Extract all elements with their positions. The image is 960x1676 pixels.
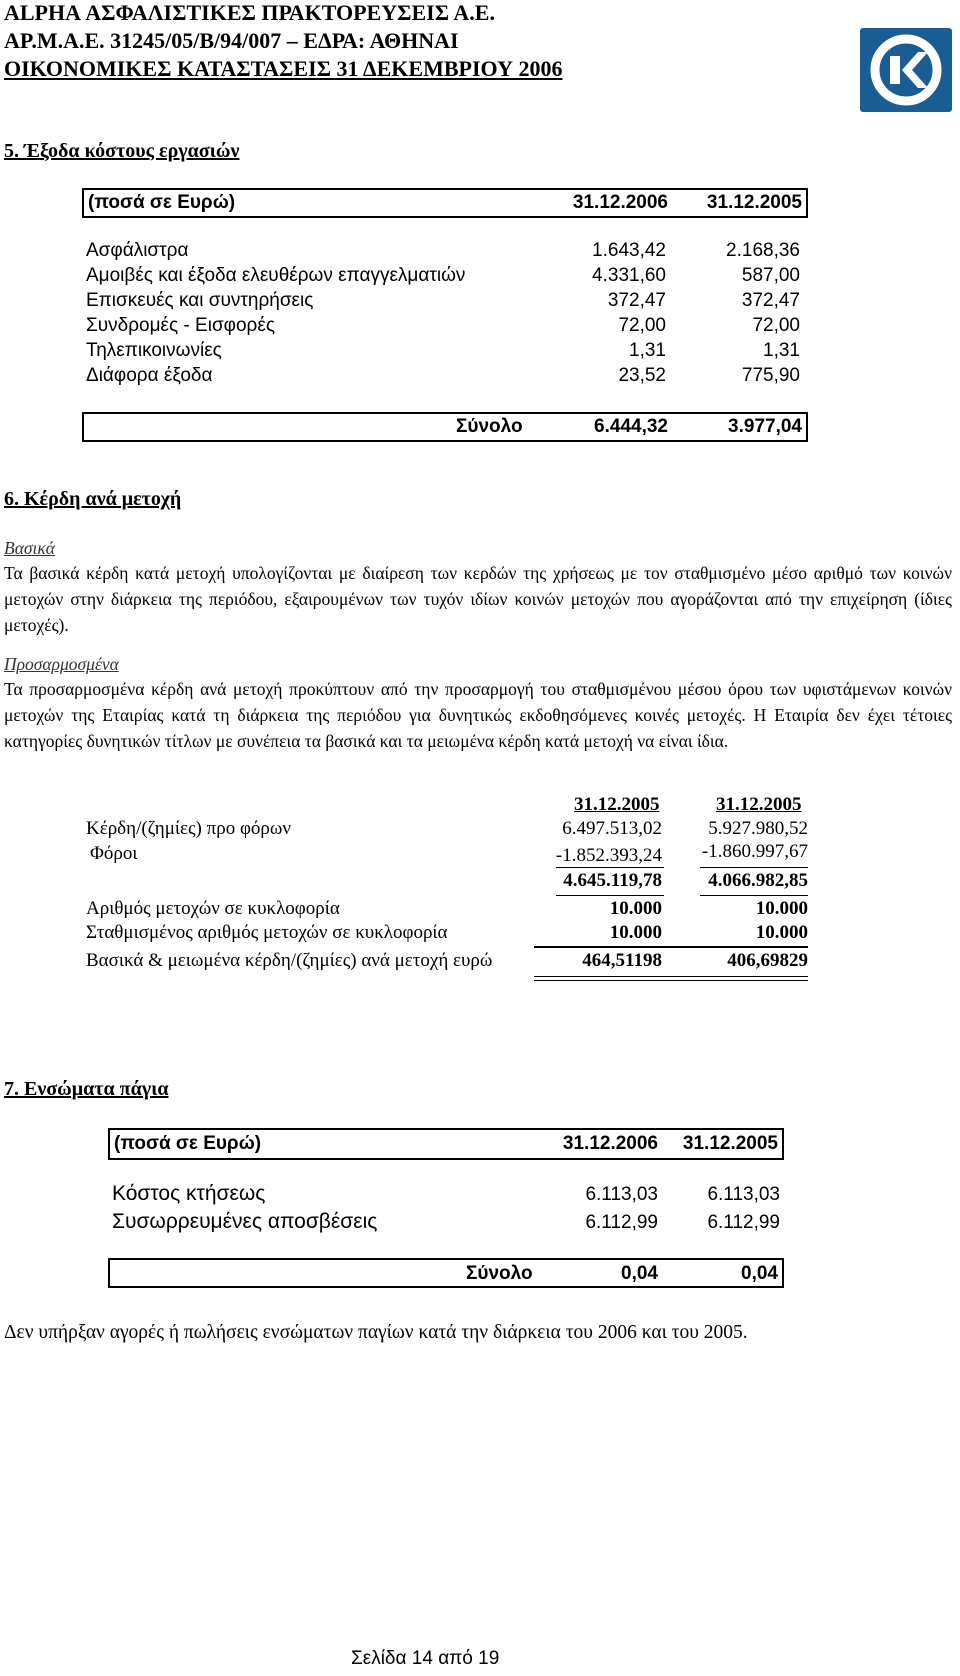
section-5-total-box [82,412,808,442]
row-value-2006: 23,52 [618,365,666,386]
weighted-shares-value-1: 10.000 [609,922,662,943]
row-label: Διάφορα έξοδα [86,365,213,386]
net-value-2: 4.066.982,85 [708,870,808,891]
row-label: Επισκευές και συντηρήσεις [86,290,314,311]
section-7-col2-header: 31.12.2005 [682,1133,778,1154]
row-label: Τηλεπικοινωνίες [86,340,222,361]
shares-value-2: 10.000 [755,898,808,919]
section-5-title: 5. Έξοδα κόστους εργασιών [4,140,240,162]
subtotal-rule-2 [700,867,808,868]
section-7-header-box [108,1128,784,1160]
tax-label: Φόροι [90,843,138,864]
company-registration: ΑΡ.Μ.Α.Ε. 31245/05/Β/94/007 – ΕΔΡΑ: ΑΘΗΝΑΙ [4,28,459,53]
table-row [86,240,806,266]
shares-value-1: 10.000 [609,898,662,919]
row-value-2005: 587,00 [741,265,800,286]
section-7-col1-header: 31.12.2006 [562,1133,658,1154]
cost-value-2006: 6.113,03 [585,1184,658,1205]
company-name: ALPHA ΑΣΦΑΛΙΣΤΙΚΕΣ ΠΡΑΚΤΟΡΕΥΣΕΙΣ Α.Ε. [4,0,495,25]
weighted-shares-value-2: 10.000 [755,922,808,943]
pretax-label: Κέρδη/(ζημίες) προ φόρων [86,818,291,839]
row-value-2006: 72,00 [618,315,666,336]
row-value-2006: 372,47 [607,290,666,311]
table-row [86,265,806,291]
eps-value-2: 406,69829 [727,950,808,971]
tax-value-2: -1.860.997,67 [701,841,808,862]
table-row [86,365,806,391]
page-number: Σελίδα 14 από 19 [351,1648,500,1669]
adjusted-heading: Προσαρμοσμένα [4,654,119,674]
basic-paragraph: Τα βασικά κέρδη κατά μετοχή υπολογίζονται με διαίρεση των κερδών της χρήσεως με τον σταθμισμένο μέσο αριθμό των κοινών μετοχών στην διάρκεια της περιόδου, εξαιρουμένων των τυχόν ιδίων κοινών μετοχών που αγοράζονται από την επιχείρηση (ίδιες μετοχές). [4,563,952,635]
net-rule-2 [700,895,808,896]
row-label: Ασφάλιστρα [86,240,189,261]
section-5-header-box [82,188,808,218]
basic-heading: Βασικά [4,538,55,558]
cost-label: Κόστος κτήσεως [112,1182,266,1205]
row-value-2006: 1,31 [629,340,666,361]
row-value-2006: 1.643,42 [592,240,666,261]
depreciation-label: Συσωρρευμένες αποσβέσεις [112,1210,378,1233]
pretax-value-2: 5.927.980,52 [708,818,808,839]
alpha-bank-logo-icon [860,28,952,112]
section-7-title: 7. Ενσώματα πάγια [4,1078,169,1100]
row-value-2005: 1,31 [763,340,800,361]
net-rule-1 [556,895,664,896]
section-5-unit-label: (ποσά σε Ευρώ) [88,192,236,213]
table-row [86,340,806,366]
section-5-total-2006: 6.444,32 [594,416,668,437]
shares-label: Αριθμός μετοχών σε κυκλοφορία [86,898,340,919]
net-value-1: 4.645.119,78 [563,870,662,891]
section-7-total-box [108,1258,784,1288]
row-value-2006: 4.331,60 [592,265,666,286]
section-5-col1-header: 31.12.2006 [572,192,668,213]
eps-col2-header: 31.12.2005 [716,794,802,815]
section-7-unit-label: (ποσά σε Ευρώ) [114,1133,262,1154]
depreciation-value-2005: 6.112,99 [707,1212,780,1233]
eps-col1-header: 31.12.2005 [574,794,660,815]
eps-label: Βασικά & μειωμένα κέρδη/(ζημίες) ανά μετοχή ευρώ [86,950,493,971]
statements-title: ΟΙΚΟΝΟΜΙΚΕΣ ΚΑΤΑΣΤΑΣΕΙΣ 31 ΔΕΚΕΜΒΡΙΟΥ 2006 [4,56,563,81]
eps-top-rule [534,946,808,948]
depreciation-value-2006: 6.112,99 [585,1212,658,1233]
cost-value-2005: 6.113,03 [707,1184,780,1205]
adjusted-paragraph: Τα προσαρμοσμένα κέρδη ανά μετοχή προκύπτουν από την προσαρμογή του σταθμισμένου μέσου όρου των υφιστάμενων κοινών μετοχών της Εταιρίας κατά τη διάρκεια της περιόδου για δυνητικώς εκδοθησόμενες κοινές μετοχές. Η Εταιρία δεν έχει τέτοιες κατηγορίες δυνητικών τίτλων με συνέπεια τα βασικά και τα μειωμένα κέρδη κατά μετοχή να είναι ίδια. [4,679,952,751]
section-7-total-2006: 0,04 [621,1263,658,1284]
eps-value-1: 464,51198 [582,950,662,971]
tax-value-1: -1.852.393,24 [555,845,662,866]
table-row [86,315,806,341]
section-7-total-2005: 0,04 [741,1263,778,1284]
pretax-value-1: 6.497.513,02 [562,818,662,839]
row-value-2005: 72,00 [752,315,800,336]
section-5-total-label: Σύνολο [456,416,523,437]
eps-double-rule-a [534,976,808,977]
section-5-col2-header: 31.12.2005 [706,192,802,213]
subtotal-rule-1 [556,867,664,868]
section-7-total-label: Σύνολο [466,1263,533,1284]
section-6-title: 6. Κέρδη ανά μετοχή [4,488,182,510]
section-7-note: Δεν υπήρξαν αγορές ή πωλήσεις ενσώματων παγίων κατά την διάρκεια του 2006 και του 2005. [4,1322,748,1343]
eps-double-rule-b [534,980,808,981]
row-label: Συνδρομές - Εισφορές [86,315,275,336]
row-value-2005: 2.168,36 [726,240,800,261]
row-value-2005: 372,47 [741,290,800,311]
table-row [86,290,806,316]
weighted-shares-label: Σταθμισμένος αριθμός μετοχών σε κυκλοφορία [86,922,448,943]
section-5-total-2005: 3.977,04 [728,416,802,437]
row-label: Αμοιβές και έξοδα ελευθέρων επαγγελματιών [86,265,466,286]
row-value-2005: 775,90 [741,365,800,386]
